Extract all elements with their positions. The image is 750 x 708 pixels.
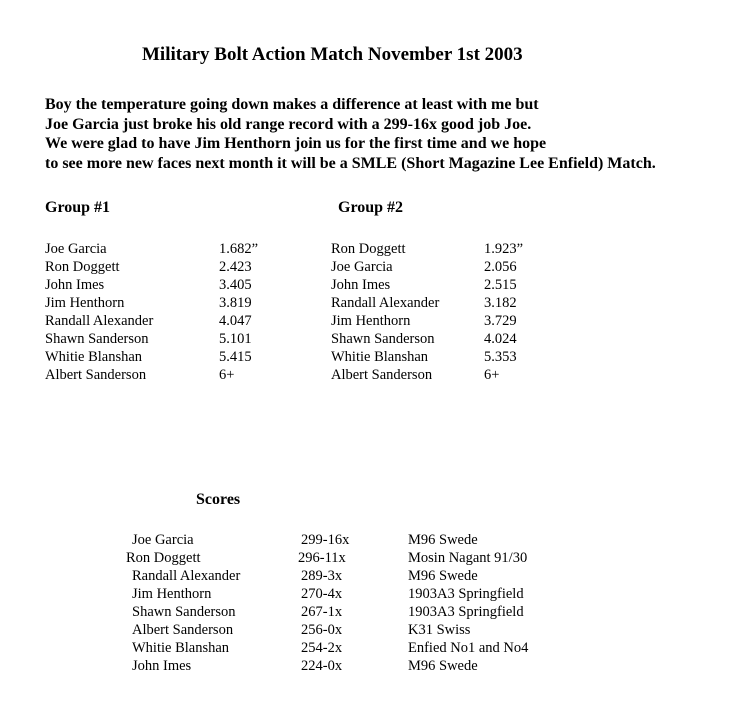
rifle-name: Mosin Nagant 91/30 [408, 550, 528, 566]
shooter-name: Randall Alexander [132, 568, 241, 584]
score-value: 256-0x [301, 622, 343, 638]
group-size: 4.024 [484, 331, 517, 347]
group-2-list [331, 240, 524, 384]
group-2-heading: Group #2 [338, 199, 404, 216]
shooter-name: Albert Sanderson [132, 622, 234, 638]
rifle-name: 1903A3 Springfield [408, 586, 524, 602]
rifle-name: M96 Swede [408, 532, 478, 548]
shooter-name: Albert Sanderson [331, 367, 433, 383]
group-size: 2.056 [484, 259, 517, 275]
group-1-row [45, 294, 252, 312]
score-value: 299-16x [301, 532, 350, 548]
group-1-row [45, 276, 252, 294]
score-row [126, 657, 646, 675]
group-2-row [331, 330, 517, 348]
shooter-name: John Imes [331, 277, 391, 293]
group-size: 2.515 [484, 277, 517, 293]
shooter-name: Albert Sanderson [45, 367, 147, 383]
group-size: 3.405 [219, 277, 252, 293]
group-1-row [45, 240, 259, 258]
intro-line: Joe Garcia just broke his old range record with a 299-16x good job Joe. [45, 115, 532, 133]
shooter-name: Whitie Blanshan [132, 640, 230, 656]
group-size: 3.819 [219, 295, 252, 311]
shooter-name: Ron Doggett [126, 550, 201, 566]
score-value: 296-11x [298, 550, 346, 566]
shooter-name: Ron Doggett [45, 259, 120, 275]
group-2-row [331, 312, 517, 330]
shooter-name: Randall Alexander [331, 295, 440, 311]
group-1-row [45, 366, 235, 384]
shooter-name: Joe Garcia [331, 259, 393, 275]
score-value: 267-1x [301, 604, 343, 620]
group-2-row [331, 240, 524, 258]
group-1-row [45, 312, 252, 330]
score-value: 270-4x [301, 586, 343, 602]
score-row [126, 603, 646, 621]
group-1-row [45, 348, 252, 366]
shooter-name: John Imes [45, 277, 105, 293]
rifle-name: M96 Swede [408, 658, 478, 674]
shooter-name: Whitie Blanshan [45, 349, 143, 365]
group-1-row [45, 258, 252, 276]
intro-line: We were glad to have Jim Henthorn join us for the first time and we hope [45, 135, 547, 153]
group-size: 1.923” [484, 241, 524, 257]
shooter-name: Randall Alexander [45, 313, 154, 329]
group-1-row [45, 330, 252, 348]
rifle-name: K31 Swiss [408, 622, 471, 638]
group-size: 5.101 [219, 331, 252, 347]
group-1-list [45, 240, 259, 384]
group-size: 6+ [484, 367, 500, 383]
shooter-name: Shawn Sanderson [132, 604, 236, 620]
group-size: 5.415 [219, 349, 252, 365]
score-value: 224-0x [301, 658, 343, 674]
score-row [126, 639, 646, 657]
group-2-row [331, 258, 517, 276]
group-size: 6+ [219, 367, 235, 383]
score-row [126, 585, 646, 603]
shooter-name: John Imes [132, 658, 192, 674]
intro-paragraph [45, 95, 656, 174]
group-2-row [331, 348, 517, 366]
group-2-row [331, 366, 500, 384]
intro-line: to see more new faces next month it will be a SMLE (Short Magazine Lee Enfield) Match. [45, 155, 656, 173]
group-size: 2.423 [219, 259, 252, 275]
group-size: 5.353 [484, 349, 517, 365]
shooter-name: Ron Doggett [331, 241, 406, 257]
group-size: 4.047 [219, 313, 252, 329]
group-size: 1.682” [219, 241, 259, 257]
rifle-name: M96 Swede [408, 568, 478, 584]
shooter-name: Joe Garcia [132, 532, 194, 548]
score-value: 289-3x [301, 568, 343, 584]
shooter-name: Jim Henthorn [331, 313, 411, 329]
group-size: 3.729 [484, 313, 517, 329]
score-row [126, 621, 646, 639]
scores-heading: Scores [196, 491, 241, 508]
group-2-row [331, 294, 517, 312]
scores-list [126, 531, 646, 675]
rifle-name: Enfied No1 and No4 [408, 640, 529, 656]
group-2-row [331, 276, 517, 294]
rifle-name: 1903A3 Springfield [408, 604, 524, 620]
group-1-heading: Group #1 [45, 199, 111, 216]
group-size: 3.182 [484, 295, 517, 311]
shooter-name: Whitie Blanshan [331, 349, 429, 365]
shooter-name: Jim Henthorn [45, 295, 125, 311]
shooter-name: Shawn Sanderson [45, 331, 149, 347]
intro-line: Boy the temperature going down makes a difference at least with me but [45, 96, 539, 113]
score-row [126, 531, 646, 549]
page-title: Military Bolt Action Match November 1st 2003 [142, 44, 523, 65]
shooter-name: Shawn Sanderson [331, 331, 435, 347]
score-row [126, 549, 646, 567]
score-row [126, 567, 646, 585]
shooter-name: Jim Henthorn [132, 586, 212, 602]
score-value: 254-2x [301, 640, 343, 656]
shooter-name: Joe Garcia [45, 241, 107, 257]
